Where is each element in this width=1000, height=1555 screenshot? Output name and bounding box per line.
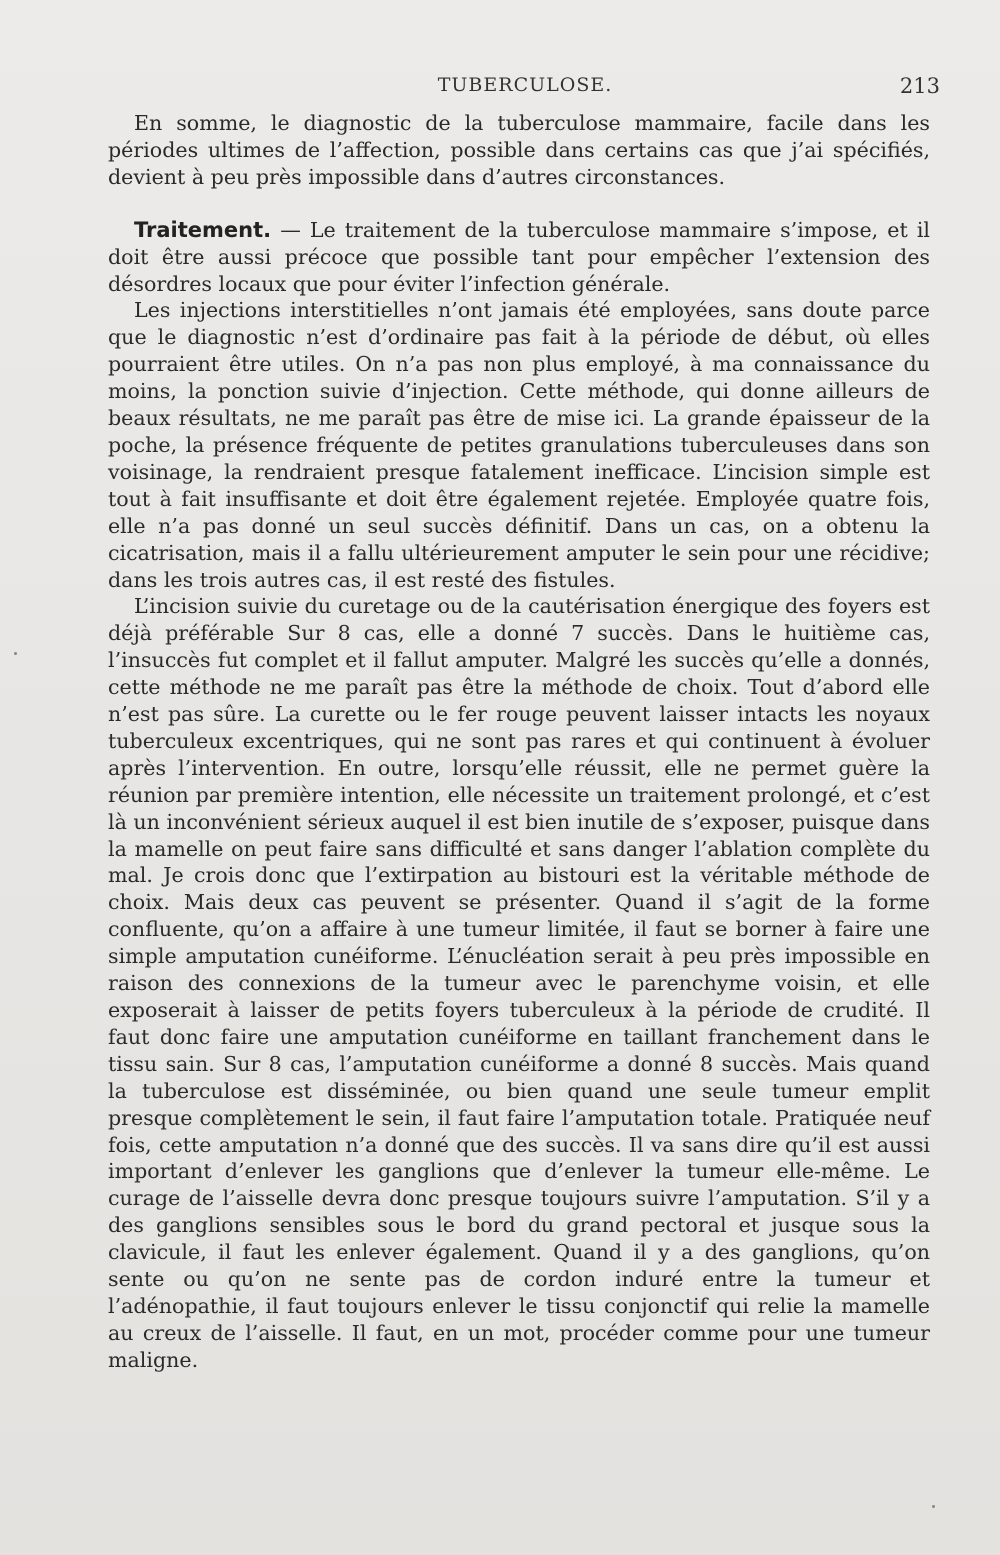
page-header — [110, 74, 940, 104]
paragraph-incision: L’incision suivie du curetage ou de la cautérisation énergique des foyers est déjà préférable Sur 8 cas, elle a donné 7 succès. Dans le huitième cas, l’insuccès fut complet et il fallut amputer. Malgré les succès qu’elle a donnés, cette méthode ne me paraît pas être la méthode de choix. Tout d’abord elle n’est pas sûre. La curette ou le fer rouge peuvent laisser intacts les noyaux tuberculeux excentriques, qui ne sont pas rares et qui continuent à évoluer après l’intervention. En outre, lorsqu’elle réussit, elle ne permet guère la réunion par première intention, elle nécessite un traitement prolongé, et c’est là un inconvénient sérieux auquel il est bien inutile de s’exposer, puisque dans la mamelle on peut faire sans difficulté et sans danger l’ablation complète du mal. Je crois donc que l’extirpation au bistouri est la véritable méthode de choix. Mais deux cas peuvent se présenter. Quand il s’agit de la forme confluente, qu’on a affaire à une tumeur limitée, il faut se borner à faire une simple amputation cunéiforme. L’énucléation serait à peu près impossible en raison des connexions de la tumeur avec le parenchyme voisin, et elle exposerait à laisser de petits foyers tuberculeux à la période de crudité. Il faut donc faire une amputation cunéiforme en taillant franchement dans le tissu sain. Sur 8 cas, l’amputation cunéiforme a donné 8 succès. Mais quand la tuberculose est disséminée, ou bien quand une seule tumeur emplit presque complètement le sein, il faut faire l’amputation totale. Pratiquée neuf fois, cette amputation n’a donné que des succès. Il va sans dire qu’il est aussi important d’enlever les ganglions que d’enlever la tumeur elle-même. Le curage de l’aisselle devra donc presque toujours suivre l’amputation. S’il y a des ganglions sensibles sous le bord du grand pectoral et jusque sous la clavicule, il faut les enlever également. Quand il y a des ganglions, qu’on sente ou qu’on ne sente pas de cordon induré entre la tumeur et l’adénopathie, il faut toujours enlever le tissu conjonctif qui relie la mamelle au creux de l’aisselle. Il faut, en un mot, procéder comme pour une tumeur maligne. — [108, 594, 930, 1372]
paragraph-diagnostic-summary: En somme, le diagnostic de la tuberculose mammaire, facile dans les périodes ultimes de l’affection, possible dans certains cas que j’ai spécifiés, devient à peu près impossible dans d’autres circonstances. — [108, 111, 930, 189]
paragraph-injections: Les injections interstitielles n’ont jamais été employées, sans doute parce que le diagnostic n’est d’ordinaire pas fait à la période de début, où elles pourraient être utiles. On n’a pas non plus employé, à ma connaissance du moins, la ponction suivie d’injection. Cette méthode, qui donne ailleurs de beaux résultats, ne me paraît pas être de mise ici. La grande épaisseur de la poche, la présence fréquente de petites granulations tuberculeuses dans son voisinage, la rendraient presque fatalement inefficace. L’incision simple est tout à fait insuffisante et doit être également rejetée. Employée quatre fois, elle n’a pas donné un seul succès définitif. Dans un cas, on a obtenu la cicatrisation, mais il a fallu ultérieurement amputer le sein pour une récidive; dans les trois autres cas, il est resté des fistules. — [108, 298, 930, 592]
page-number: 213 — [899, 74, 940, 98]
running-title: TUBERCULOSE. — [437, 74, 613, 96]
paper-speck — [14, 652, 17, 655]
paragraph-traitement-text: — Le traitement de la tuberculose mammaire s’impose, et il doit être aussi précoce que possible tant pour empêcher l’extension des désordres locaux que pour éviter l’infection générale. — [108, 217, 930, 296]
body-text — [108, 110, 930, 1374]
paragraph-traitement — [108, 217, 930, 298]
paper-speck — [932, 1505, 935, 1508]
section-heading-traitement: Traitement. — [134, 217, 272, 242]
